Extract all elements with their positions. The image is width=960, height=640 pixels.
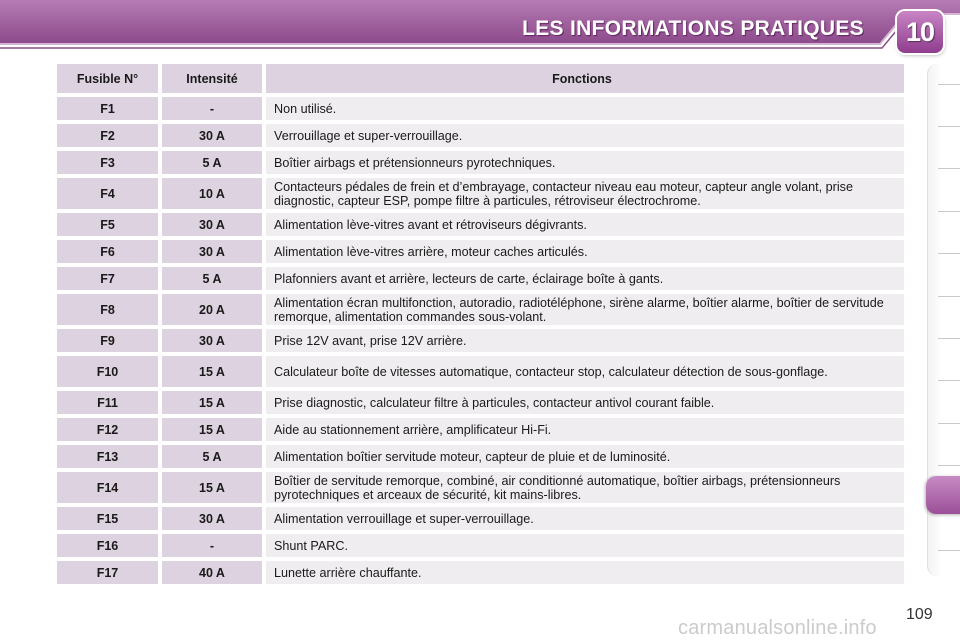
amperage-cell: 30 A [162, 507, 262, 530]
fuse-number-cell: F15 [57, 507, 158, 530]
table-row [57, 213, 904, 236]
functions-cell: Verrouillage et super-verrouillage. [266, 124, 904, 147]
functions-cell: Alimentation lève-vitres arrière, moteur caches articulés. [266, 240, 904, 263]
fuse-number-cell: F8 [57, 294, 158, 325]
amperage-cell: 30 A [162, 240, 262, 263]
table-row [57, 178, 904, 209]
chapter-tab-divider [938, 423, 960, 424]
chapter-tab-divider [938, 338, 960, 339]
chapter-tab-divider [938, 211, 960, 212]
functions-cell: Boîtier de servitude remorque, combiné, air conditionné automatique, boîtier airbags, prétensionneurs pyrotechniques et arceaux de sécurité, kit mains-libres. [266, 472, 904, 503]
chapter-number: 10 [905, 16, 935, 47]
amperage-cell: 20 A [162, 294, 262, 325]
table-row [57, 561, 904, 584]
functions-cell: Alimentation lève-vitres avant et rétroviseurs dégivrants. [266, 213, 904, 236]
table-row [57, 97, 904, 120]
functions-cell: Non utilisé. [266, 97, 904, 120]
functions-cell: Lunette arrière chauffante. [266, 561, 904, 584]
table-row [57, 445, 904, 468]
amperage-cell: 5 A [162, 151, 262, 174]
functions-cell: Shunt PARC. [266, 534, 904, 557]
chapter-tab-divider [938, 296, 960, 297]
fuse-number-cell: F17 [57, 561, 158, 584]
functions-cell: Contacteurs pédales de frein et d’embrayage, contacteur niveau eau moteur, capteur angle volant, prise diagnostic, capteur ESP, pompe filtre à particules, rétroviseur électrochrome. [266, 178, 904, 209]
fuse-table [57, 64, 904, 588]
chapter-tab-divider [938, 84, 960, 85]
amperage-cell: 30 A [162, 329, 262, 352]
table-header-row [57, 64, 904, 93]
table-row [57, 294, 904, 325]
fuse-number-cell: F16 [57, 534, 158, 557]
table-row [57, 151, 904, 174]
fuse-number-cell: F7 [57, 267, 158, 290]
functions-cell: Calculateur boîte de vitesses automatique, contacteur stop, calculateur détection de sous-gonflage. [266, 356, 904, 387]
column-header-functions: Fonctions [266, 64, 904, 93]
functions-cell: Alimentation boîtier servitude moteur, capteur de pluie et de luminosité. [266, 445, 904, 468]
fuse-number-cell: F14 [57, 472, 158, 503]
amperage-cell: 15 A [162, 391, 262, 414]
table-row [57, 418, 904, 441]
fuse-number-cell: F9 [57, 329, 158, 352]
table-row [57, 391, 904, 414]
chapter-tab-divider [938, 126, 960, 127]
table-row [57, 240, 904, 263]
chapter-tab-divider [938, 253, 960, 254]
chapter-tab-divider [938, 168, 960, 169]
functions-cell: Prise diagnostic, calculateur filtre à particules, contacteur antivol courant faible. [266, 391, 904, 414]
functions-cell: Alimentation verrouillage et super-verrouillage. [266, 507, 904, 530]
header-band [0, 0, 960, 52]
amperage-cell: 40 A [162, 561, 262, 584]
table-row [57, 267, 904, 290]
fuse-number-cell: F10 [57, 356, 158, 387]
fuse-number-cell: F13 [57, 445, 158, 468]
amperage-cell: 30 A [162, 213, 262, 236]
amperage-cell: 15 A [162, 418, 262, 441]
functions-cell: Prise 12V avant, prise 12V arrière. [266, 329, 904, 352]
fuse-number-cell: F3 [57, 151, 158, 174]
table-row [57, 329, 904, 352]
functions-cell: Alimentation écran multifonction, autoradio, radiotéléphone, sirène alarme, boîtier alarme, boîtier de servitude remorque, alimentation commandes sous-volant. [266, 294, 904, 325]
page-title: LES INFORMATIONS PRATIQUES [522, 17, 864, 40]
amperage-cell: - [162, 97, 262, 120]
fuse-number-cell: F2 [57, 124, 158, 147]
table-row [57, 472, 904, 503]
column-header-fuse: Fusible N° [57, 64, 158, 93]
chapter-badge [897, 11, 943, 53]
table-row [57, 124, 904, 147]
table-body [57, 97, 904, 584]
column-header-amperage: Intensité [162, 64, 262, 93]
fuse-number-cell: F11 [57, 391, 158, 414]
amperage-cell: 15 A [162, 472, 262, 503]
chapter-tab-divider [938, 550, 960, 551]
fuse-number-cell: F5 [57, 213, 158, 236]
amperage-cell: 30 A [162, 124, 262, 147]
amperage-cell: 15 A [162, 356, 262, 387]
table-row [57, 507, 904, 530]
fuse-number-cell: F1 [57, 97, 158, 120]
chapter-tab-divider [938, 465, 960, 466]
fuse-number-cell: F6 [57, 240, 158, 263]
table-row [57, 356, 904, 387]
chapter-tab-divider [938, 380, 960, 381]
fuse-number-cell: F12 [57, 418, 158, 441]
functions-cell: Boîtier airbags et prétensionneurs pyrotechniques. [266, 151, 904, 174]
fuse-number-cell: F4 [57, 178, 158, 209]
watermark: carmanualsonline.info [678, 617, 877, 639]
functions-cell: Aide au stationnement arrière, amplificateur Hi-Fi. [266, 418, 904, 441]
page-number: 109 [906, 606, 933, 623]
amperage-cell: - [162, 534, 262, 557]
chapter-tab-active[interactable] [926, 476, 960, 514]
functions-cell: Plafonniers avant et arrière, lecteurs de carte, éclairage boîte à gants. [266, 267, 904, 290]
amperage-cell: 10 A [162, 178, 262, 209]
table-row [57, 534, 904, 557]
amperage-cell: 5 A [162, 445, 262, 468]
amperage-cell: 5 A [162, 267, 262, 290]
